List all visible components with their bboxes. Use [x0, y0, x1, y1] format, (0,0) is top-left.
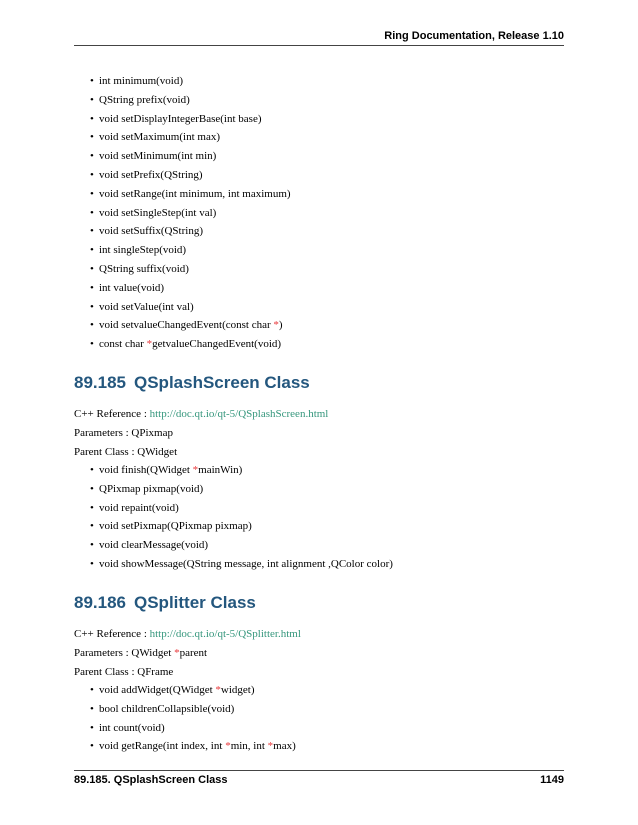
method-text: void repaint(void)	[99, 501, 179, 514]
header-divider	[74, 45, 564, 46]
method-text: void setSingleStep(int val)	[99, 206, 217, 219]
method-item	[74, 72, 564, 91]
parent-class-line: Parent Class : QWidget	[74, 445, 178, 458]
method-item	[74, 700, 564, 719]
method-text: int singleStep(void)	[99, 244, 187, 257]
section-number: 89.186	[74, 593, 126, 612]
cpp-reference-link[interactable]: http://doc.qt.io/qt-5/QSplashScreen.html	[149, 408, 329, 420]
method-text: void setSuffix(QString)	[99, 225, 203, 238]
pointer-asterisk: *	[146, 338, 153, 351]
method-text: void setMaximum(int max)	[99, 131, 220, 144]
pointer-asterisk: *	[273, 319, 279, 332]
section-heading-qsplashscreen	[74, 373, 564, 393]
cpp-reference-label: C++ Reference :	[74, 408, 150, 420]
method-text: int count(void)	[99, 721, 165, 734]
method-item	[74, 166, 564, 185]
cpp-reference-line	[74, 405, 564, 424]
method-item	[74, 147, 564, 166]
qsplitter-info	[74, 625, 564, 681]
method-text: QString prefix(void)	[99, 93, 190, 106]
pointer-asterisk: *	[225, 740, 231, 753]
method-text: const char	[99, 338, 147, 351]
method-text: void setDisplayIntegerBase(int base)	[99, 112, 262, 125]
parent-class-line: Parent Class : QFrame	[74, 665, 174, 678]
method-item	[74, 335, 564, 354]
cpp-reference-link[interactable]: http://doc.qt.io/qt-5/QSplitter.html	[149, 628, 301, 640]
cpp-reference-line	[74, 625, 564, 644]
method-item	[74, 719, 564, 738]
parameters-name: parent	[179, 646, 208, 659]
qsplashscreen-info	[74, 405, 564, 461]
method-item	[74, 555, 564, 574]
method-text: void getRange(int index, int	[99, 740, 226, 753]
pointer-asterisk: *	[192, 464, 199, 476]
footer-section: 89.185. QSplashScreen Class	[74, 774, 228, 786]
method-text: void addWidget(QWidget	[99, 684, 216, 696]
method-text: void setPixmap(QPixmap pixmap)	[99, 520, 252, 533]
method-text: getvalueChangedEvent(void)	[152, 338, 282, 351]
method-item	[74, 461, 564, 480]
method-item	[74, 298, 564, 317]
method-text: min, int	[230, 740, 268, 753]
method-item	[74, 204, 564, 223]
method-text: void clearMessage(void)	[99, 539, 209, 552]
method-item	[74, 536, 564, 555]
method-item	[74, 260, 564, 279]
method-text: int minimum(void)	[99, 75, 184, 87]
page-number: 1149	[540, 774, 564, 786]
pointer-asterisk: *	[267, 740, 274, 753]
method-item	[74, 241, 564, 260]
method-text: void setMinimum(int min)	[99, 150, 217, 163]
section-title: QSplashScreen Class	[134, 373, 310, 392]
method-list-continued	[74, 72, 564, 354]
footer-divider	[74, 770, 564, 771]
method-item	[74, 499, 564, 518]
parameters-line: Parameters : QPixmap	[74, 426, 173, 439]
method-item	[74, 91, 564, 110]
method-item	[74, 517, 564, 536]
parameters-text: Parameters : QWidget	[74, 646, 175, 659]
section-number: 89.185	[74, 373, 126, 392]
method-text: void showMessage(QString message, int alignment ,QColor color)	[99, 557, 393, 570]
qsplashscreen-method-list	[74, 461, 564, 574]
method-item	[74, 316, 564, 335]
page-footer	[74, 774, 564, 786]
method-text: )	[278, 319, 283, 332]
method-text: QString suffix(void)	[99, 262, 189, 275]
method-item	[74, 185, 564, 204]
method-text: void setRange(int minimum, int maximum)	[99, 187, 291, 200]
method-text: QPixmap pixmap(void)	[99, 482, 204, 495]
method-text: mainWin)	[198, 464, 243, 476]
method-text: void finish(QWidget	[99, 464, 193, 476]
method-item	[74, 681, 564, 700]
section-title: QSplitter Class	[134, 593, 256, 612]
method-text: void setValue(int val)	[99, 300, 194, 313]
method-item	[74, 222, 564, 241]
method-item	[74, 480, 564, 499]
method-text: void setPrefix(QString)	[99, 168, 203, 181]
qsplitter-method-list	[74, 681, 564, 756]
method-item	[74, 128, 564, 147]
page-header: Ring Documentation, Release 1.10	[384, 30, 564, 42]
parameters-line	[74, 644, 564, 663]
method-item	[74, 737, 564, 756]
cpp-reference-label: C++ Reference :	[74, 628, 150, 640]
method-item	[74, 279, 564, 298]
method-text: void setvalueChangedEvent(const char	[99, 319, 274, 332]
method-text: widget)	[220, 684, 255, 696]
method-text: bool childrenCollapsible(void)	[99, 702, 235, 715]
method-text: int value(void)	[99, 281, 165, 294]
pointer-asterisk: *	[215, 684, 221, 696]
section-heading-qsplitter	[74, 593, 564, 613]
pointer-asterisk: *	[174, 646, 180, 659]
method-text: max)	[273, 740, 296, 753]
method-item	[74, 110, 564, 129]
